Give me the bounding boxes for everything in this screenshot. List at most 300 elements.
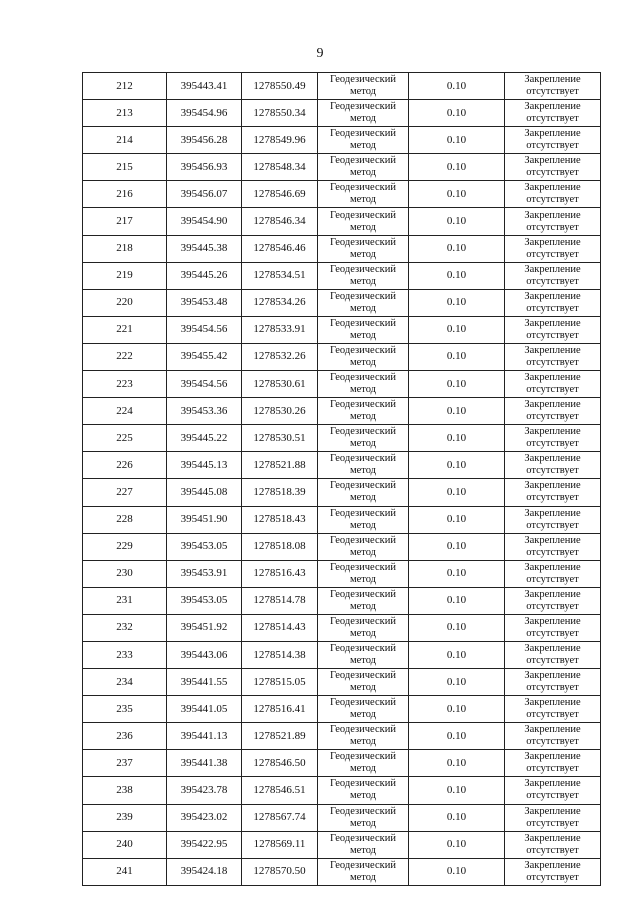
fixing-text-line: отсутствует <box>526 221 579 233</box>
method-cell <box>318 614 409 641</box>
fixing-text-line: отсутствует <box>526 329 579 341</box>
method-text-line: Геодезический <box>330 101 396 113</box>
fixing-text-line: Закрепление <box>524 263 581 275</box>
point-number-cell: 235 <box>83 696 167 723</box>
accuracy-cell: 0.10 <box>409 641 505 668</box>
y-coordinate-cell: 1278546.51 <box>242 777 318 804</box>
fixing-text-line: отсутствует <box>526 384 579 396</box>
x-coordinate-cell: 395455.42 <box>167 343 242 370</box>
table-row <box>83 804 601 831</box>
y-coordinate-cell: 1278534.26 <box>242 289 318 316</box>
table-row <box>83 777 601 804</box>
point-number-cell: 239 <box>83 804 167 831</box>
method-text-line: метод <box>349 140 377 152</box>
fixing-text-line: Закрепление <box>524 507 581 519</box>
x-coordinate-cell: 395453.05 <box>167 587 242 614</box>
fixing-cell <box>505 208 601 235</box>
method-text-line: Геодезический <box>330 778 396 790</box>
table-row <box>83 506 601 533</box>
method-cell <box>318 587 409 614</box>
accuracy-cell: 0.10 <box>409 181 505 208</box>
x-coordinate-cell: 395443.06 <box>167 641 242 668</box>
fixing-text-line: Закрепление <box>524 236 581 248</box>
table-row <box>83 669 601 696</box>
table-row <box>83 398 601 425</box>
accuracy-cell: 0.10 <box>409 343 505 370</box>
method-text-line: Геодезический <box>330 344 396 356</box>
method-cell <box>318 154 409 181</box>
y-coordinate-cell: 1278518.43 <box>242 506 318 533</box>
x-coordinate-cell: 395422.95 <box>167 831 242 858</box>
x-coordinate-cell: 395445.26 <box>167 262 242 289</box>
table-body <box>83 73 601 886</box>
fixing-text-line: отсутствует <box>526 465 579 477</box>
x-coordinate-cell: 395423.02 <box>167 804 242 831</box>
y-coordinate-cell: 1278514.43 <box>242 614 318 641</box>
fixing-text-line: Закрепление <box>524 372 581 384</box>
method-cell <box>318 641 409 668</box>
y-coordinate-cell: 1278570.50 <box>242 858 318 885</box>
fixing-text-line: Закрепление <box>524 399 581 411</box>
method-cell <box>318 262 409 289</box>
method-text-line: Геодезический <box>330 426 396 438</box>
point-number-cell: 223 <box>83 371 167 398</box>
fixing-cell <box>505 127 601 154</box>
method-text-line: метод <box>349 519 377 531</box>
accuracy-cell: 0.10 <box>409 235 505 262</box>
fixing-text-line: Закрепление <box>524 155 581 167</box>
x-coordinate-cell: 395445.13 <box>167 452 242 479</box>
method-cell <box>318 858 409 885</box>
method-cell <box>318 398 409 425</box>
fixing-text-line: Закрепление <box>524 74 581 86</box>
method-cell <box>318 316 409 343</box>
fixing-text-line: отсутствует <box>526 438 579 450</box>
method-text-line: Геодезический <box>330 832 396 844</box>
fixing-text-line: Закрепление <box>524 182 581 194</box>
point-number-cell: 224 <box>83 398 167 425</box>
x-coordinate-cell: 395453.48 <box>167 289 242 316</box>
method-text-line: метод <box>349 275 377 287</box>
method-cell <box>318 669 409 696</box>
table-row <box>83 208 601 235</box>
fixing-text-line: отсутствует <box>526 627 579 639</box>
y-coordinate-cell: 1278515.05 <box>242 669 318 696</box>
accuracy-cell: 0.10 <box>409 614 505 641</box>
method-cell <box>318 127 409 154</box>
table-row <box>83 696 601 723</box>
accuracy-cell: 0.10 <box>409 669 505 696</box>
fixing-text-line: отсутствует <box>526 573 579 585</box>
method-text-line: Геодезический <box>330 182 396 194</box>
fixing-cell <box>505 425 601 452</box>
method-text-line: Геодезический <box>330 128 396 140</box>
method-text-line: Геодезический <box>330 697 396 709</box>
table-row <box>83 831 601 858</box>
x-coordinate-cell: 395451.90 <box>167 506 242 533</box>
table-row <box>83 262 601 289</box>
fixing-text-line: отсутствует <box>526 194 579 206</box>
y-coordinate-cell: 1278546.50 <box>242 750 318 777</box>
point-number-cell: 225 <box>83 425 167 452</box>
table-row <box>83 289 601 316</box>
table-row <box>83 723 601 750</box>
method-text-line: метод <box>349 248 377 260</box>
method-text-line: метод <box>349 546 377 558</box>
table-row <box>83 452 601 479</box>
fixing-text-line: Закрепление <box>524 534 581 546</box>
fixing-cell <box>505 750 601 777</box>
method-cell <box>318 235 409 262</box>
method-text-line: метод <box>349 682 377 694</box>
x-coordinate-cell: 395445.38 <box>167 235 242 262</box>
point-number-cell: 213 <box>83 100 167 127</box>
x-coordinate-cell: 395454.90 <box>167 208 242 235</box>
method-text-line: метод <box>349 871 377 883</box>
point-number-cell: 228 <box>83 506 167 533</box>
fixing-cell <box>505 479 601 506</box>
table-row <box>83 425 601 452</box>
point-number-cell: 237 <box>83 750 167 777</box>
accuracy-cell: 0.10 <box>409 154 505 181</box>
fixing-cell <box>505 831 601 858</box>
fixing-text-line: отсутствует <box>526 86 579 98</box>
method-cell <box>318 804 409 831</box>
method-text-line: метод <box>349 329 377 341</box>
fixing-text-line: Закрепление <box>524 561 581 573</box>
x-coordinate-cell: 395453.91 <box>167 560 242 587</box>
method-cell <box>318 371 409 398</box>
x-coordinate-cell: 395445.08 <box>167 479 242 506</box>
table-row <box>83 343 601 370</box>
accuracy-cell: 0.10 <box>409 804 505 831</box>
method-text-line: метод <box>349 573 377 585</box>
point-number-cell: 220 <box>83 289 167 316</box>
point-number-cell: 215 <box>83 154 167 181</box>
y-coordinate-cell: 1278569.11 <box>242 831 318 858</box>
x-coordinate-cell: 395456.07 <box>167 181 242 208</box>
fixing-text-line: Закрепление <box>524 697 581 709</box>
fixing-cell <box>505 371 601 398</box>
table-row <box>83 560 601 587</box>
point-number-cell: 219 <box>83 262 167 289</box>
accuracy-cell: 0.10 <box>409 425 505 452</box>
fixing-text-line: отсутствует <box>526 411 579 423</box>
fixing-text-line: отсутствует <box>526 817 579 829</box>
y-coordinate-cell: 1278521.89 <box>242 723 318 750</box>
x-coordinate-cell: 395456.93 <box>167 154 242 181</box>
method-text-line: метод <box>349 844 377 856</box>
method-text-line: Геодезический <box>330 534 396 546</box>
fixing-cell <box>505 641 601 668</box>
fixing-cell <box>505 533 601 560</box>
method-text-line: метод <box>349 817 377 829</box>
x-coordinate-cell: 395424.18 <box>167 858 242 885</box>
fixing-text-line: отсутствует <box>526 871 579 883</box>
method-cell <box>318 831 409 858</box>
method-text-line: метод <box>349 194 377 206</box>
accuracy-cell: 0.10 <box>409 831 505 858</box>
fixing-cell <box>505 73 601 100</box>
x-coordinate-cell: 395453.36 <box>167 398 242 425</box>
x-coordinate-cell: 395441.55 <box>167 669 242 696</box>
accuracy-cell: 0.10 <box>409 696 505 723</box>
y-coordinate-cell: 1278518.08 <box>242 533 318 560</box>
table-row <box>83 641 601 668</box>
y-coordinate-cell: 1278516.43 <box>242 560 318 587</box>
method-text-line: метод <box>349 600 377 612</box>
fixing-text-line: отсутствует <box>526 167 579 179</box>
method-text-line: Геодезический <box>330 724 396 736</box>
x-coordinate-cell: 395454.56 <box>167 371 242 398</box>
method-cell <box>318 696 409 723</box>
point-number-cell: 232 <box>83 614 167 641</box>
method-cell <box>318 425 409 452</box>
y-coordinate-cell: 1278550.34 <box>242 100 318 127</box>
fixing-text-line: Закрепление <box>524 724 581 736</box>
fixing-cell <box>505 289 601 316</box>
method-cell <box>318 533 409 560</box>
table-row <box>83 587 601 614</box>
fixing-text-line: отсутствует <box>526 844 579 856</box>
accuracy-cell: 0.10 <box>409 560 505 587</box>
method-cell <box>318 506 409 533</box>
table-row <box>83 533 601 560</box>
method-text-line: метод <box>349 221 377 233</box>
y-coordinate-cell: 1278516.41 <box>242 696 318 723</box>
fixing-cell <box>505 506 601 533</box>
fixing-text-line: отсутствует <box>526 736 579 748</box>
fixing-cell <box>505 181 601 208</box>
fixing-cell <box>505 560 601 587</box>
fixing-text-line: Закрепление <box>524 615 581 627</box>
fixing-text-line: Закрепление <box>524 426 581 438</box>
fixing-cell <box>505 804 601 831</box>
fixing-text-line: Закрепление <box>524 480 581 492</box>
accuracy-cell: 0.10 <box>409 73 505 100</box>
fixing-text-line: Закрепление <box>524 317 581 329</box>
fixing-text-line: отсутствует <box>526 113 579 125</box>
method-text-line: Геодезический <box>330 588 396 600</box>
fixing-text-line: отсутствует <box>526 275 579 287</box>
x-coordinate-cell: 395453.05 <box>167 533 242 560</box>
fixing-text-line: Закрепление <box>524 859 581 871</box>
method-text-line: Геодезический <box>330 480 396 492</box>
y-coordinate-cell: 1278530.26 <box>242 398 318 425</box>
point-number-cell: 216 <box>83 181 167 208</box>
method-cell <box>318 289 409 316</box>
method-text-line: Геодезический <box>330 805 396 817</box>
method-text-line: метод <box>349 492 377 504</box>
table-row <box>83 154 601 181</box>
fixing-text-line: отсутствует <box>526 140 579 152</box>
method-cell <box>318 560 409 587</box>
fixing-text-line: Закрепление <box>524 805 581 817</box>
table-row <box>83 127 601 154</box>
accuracy-cell: 0.10 <box>409 127 505 154</box>
method-text-line: Геодезический <box>330 643 396 655</box>
accuracy-cell: 0.10 <box>409 371 505 398</box>
method-cell <box>318 100 409 127</box>
method-text-line: Геодезический <box>330 155 396 167</box>
fixing-text-line: Закрепление <box>524 643 581 655</box>
x-coordinate-cell: 395445.22 <box>167 425 242 452</box>
accuracy-cell: 0.10 <box>409 398 505 425</box>
fixing-text-line: отсутствует <box>526 356 579 368</box>
y-coordinate-cell: 1278546.46 <box>242 235 318 262</box>
point-number-cell: 241 <box>83 858 167 885</box>
fixing-text-line: отсутствует <box>526 248 579 260</box>
y-coordinate-cell: 1278514.38 <box>242 641 318 668</box>
fixing-text-line: Закрепление <box>524 101 581 113</box>
fixing-cell <box>505 858 601 885</box>
x-coordinate-cell: 395443.41 <box>167 73 242 100</box>
accuracy-cell: 0.10 <box>409 533 505 560</box>
x-coordinate-cell: 395423.78 <box>167 777 242 804</box>
point-number-cell: 217 <box>83 208 167 235</box>
fixing-text-line: Закрепление <box>524 128 581 140</box>
y-coordinate-cell: 1278546.69 <box>242 181 318 208</box>
method-text-line: Геодезический <box>330 615 396 627</box>
point-number-cell: 231 <box>83 587 167 614</box>
accuracy-cell: 0.10 <box>409 750 505 777</box>
method-cell <box>318 343 409 370</box>
method-text-line: Геодезический <box>330 859 396 871</box>
table-row <box>83 100 601 127</box>
y-coordinate-cell: 1278514.78 <box>242 587 318 614</box>
accuracy-cell: 0.10 <box>409 208 505 235</box>
fixing-cell <box>505 614 601 641</box>
table-row <box>83 479 601 506</box>
y-coordinate-cell: 1278530.61 <box>242 371 318 398</box>
y-coordinate-cell: 1278550.49 <box>242 73 318 100</box>
method-text-line: Геодезический <box>330 561 396 573</box>
y-coordinate-cell: 1278533.91 <box>242 316 318 343</box>
accuracy-cell: 0.10 <box>409 100 505 127</box>
x-coordinate-cell: 395456.28 <box>167 127 242 154</box>
boundary-points-table <box>82 72 601 886</box>
accuracy-cell: 0.10 <box>409 723 505 750</box>
method-text-line: Геодезический <box>330 74 396 86</box>
method-text-line: метод <box>349 438 377 450</box>
method-cell <box>318 452 409 479</box>
x-coordinate-cell: 395441.13 <box>167 723 242 750</box>
accuracy-cell: 0.10 <box>409 858 505 885</box>
method-cell <box>318 181 409 208</box>
accuracy-cell: 0.10 <box>409 452 505 479</box>
y-coordinate-cell: 1278534.51 <box>242 262 318 289</box>
fixing-cell <box>505 343 601 370</box>
method-text-line: Геодезический <box>330 399 396 411</box>
method-text-line: Геодезический <box>330 263 396 275</box>
y-coordinate-cell: 1278567.74 <box>242 804 318 831</box>
method-text-line: Геодезический <box>330 453 396 465</box>
fixing-text-line: Закрепление <box>524 751 581 763</box>
method-text-line: метод <box>349 627 377 639</box>
table-row <box>83 73 601 100</box>
method-text-line: метод <box>349 356 377 368</box>
point-number-cell: 240 <box>83 831 167 858</box>
y-coordinate-cell: 1278518.39 <box>242 479 318 506</box>
fixing-text-line: Закрепление <box>524 832 581 844</box>
point-number-cell: 212 <box>83 73 167 100</box>
method-text-line: метод <box>349 763 377 775</box>
fixing-text-line: отсутствует <box>526 519 579 531</box>
fixing-cell <box>505 316 601 343</box>
method-cell <box>318 73 409 100</box>
fixing-text-line: отсутствует <box>526 546 579 558</box>
x-coordinate-cell: 395451.92 <box>167 614 242 641</box>
fixing-cell <box>505 154 601 181</box>
method-text-line: Геодезический <box>330 751 396 763</box>
method-text-line: Геодезический <box>330 236 396 248</box>
method-text-line: метод <box>349 113 377 125</box>
x-coordinate-cell: 395441.05 <box>167 696 242 723</box>
table-row <box>83 181 601 208</box>
method-text-line: метод <box>349 411 377 423</box>
y-coordinate-cell: 1278532.26 <box>242 343 318 370</box>
fixing-cell <box>505 587 601 614</box>
method-text-line: метод <box>349 384 377 396</box>
method-text-line: метод <box>349 302 377 314</box>
method-text-line: метод <box>349 465 377 477</box>
method-cell <box>318 208 409 235</box>
fixing-text-line: отсутствует <box>526 763 579 775</box>
point-number-cell: 227 <box>83 479 167 506</box>
fixing-text-line: Закрепление <box>524 209 581 221</box>
point-number-cell: 234 <box>83 669 167 696</box>
page-number: 9 <box>316 46 324 61</box>
method-text-line: Геодезический <box>330 290 396 302</box>
fixing-text-line: отсутствует <box>526 790 579 802</box>
fixing-cell <box>505 235 601 262</box>
fixing-text-line: отсутствует <box>526 709 579 721</box>
point-number-cell: 214 <box>83 127 167 154</box>
fixing-cell <box>505 669 601 696</box>
fixing-cell <box>505 262 601 289</box>
method-text-line: метод <box>349 709 377 721</box>
fixing-cell <box>505 100 601 127</box>
table-row <box>83 858 601 885</box>
accuracy-cell: 0.10 <box>409 479 505 506</box>
x-coordinate-cell: 395454.96 <box>167 100 242 127</box>
y-coordinate-cell: 1278546.34 <box>242 208 318 235</box>
y-coordinate-cell: 1278521.88 <box>242 452 318 479</box>
method-text-line: Геодезический <box>330 209 396 221</box>
table-row <box>83 614 601 641</box>
accuracy-cell: 0.10 <box>409 316 505 343</box>
fixing-text-line: отсутствует <box>526 600 579 612</box>
y-coordinate-cell: 1278549.96 <box>242 127 318 154</box>
y-coordinate-cell: 1278530.51 <box>242 425 318 452</box>
accuracy-cell: 0.10 <box>409 777 505 804</box>
point-number-cell: 236 <box>83 723 167 750</box>
method-text-line: метод <box>349 167 377 179</box>
accuracy-cell: 0.10 <box>409 262 505 289</box>
method-text-line: Геодезический <box>330 317 396 329</box>
accuracy-cell: 0.10 <box>409 289 505 316</box>
point-number-cell: 229 <box>83 533 167 560</box>
method-text-line: Геодезический <box>330 372 396 384</box>
table-row <box>83 371 601 398</box>
fixing-text-line: отсутствует <box>526 302 579 314</box>
point-number-cell: 218 <box>83 235 167 262</box>
x-coordinate-cell: 395454.56 <box>167 316 242 343</box>
point-number-cell: 233 <box>83 641 167 668</box>
point-number-cell: 238 <box>83 777 167 804</box>
point-number-cell: 222 <box>83 343 167 370</box>
method-text-line: метод <box>349 86 377 98</box>
